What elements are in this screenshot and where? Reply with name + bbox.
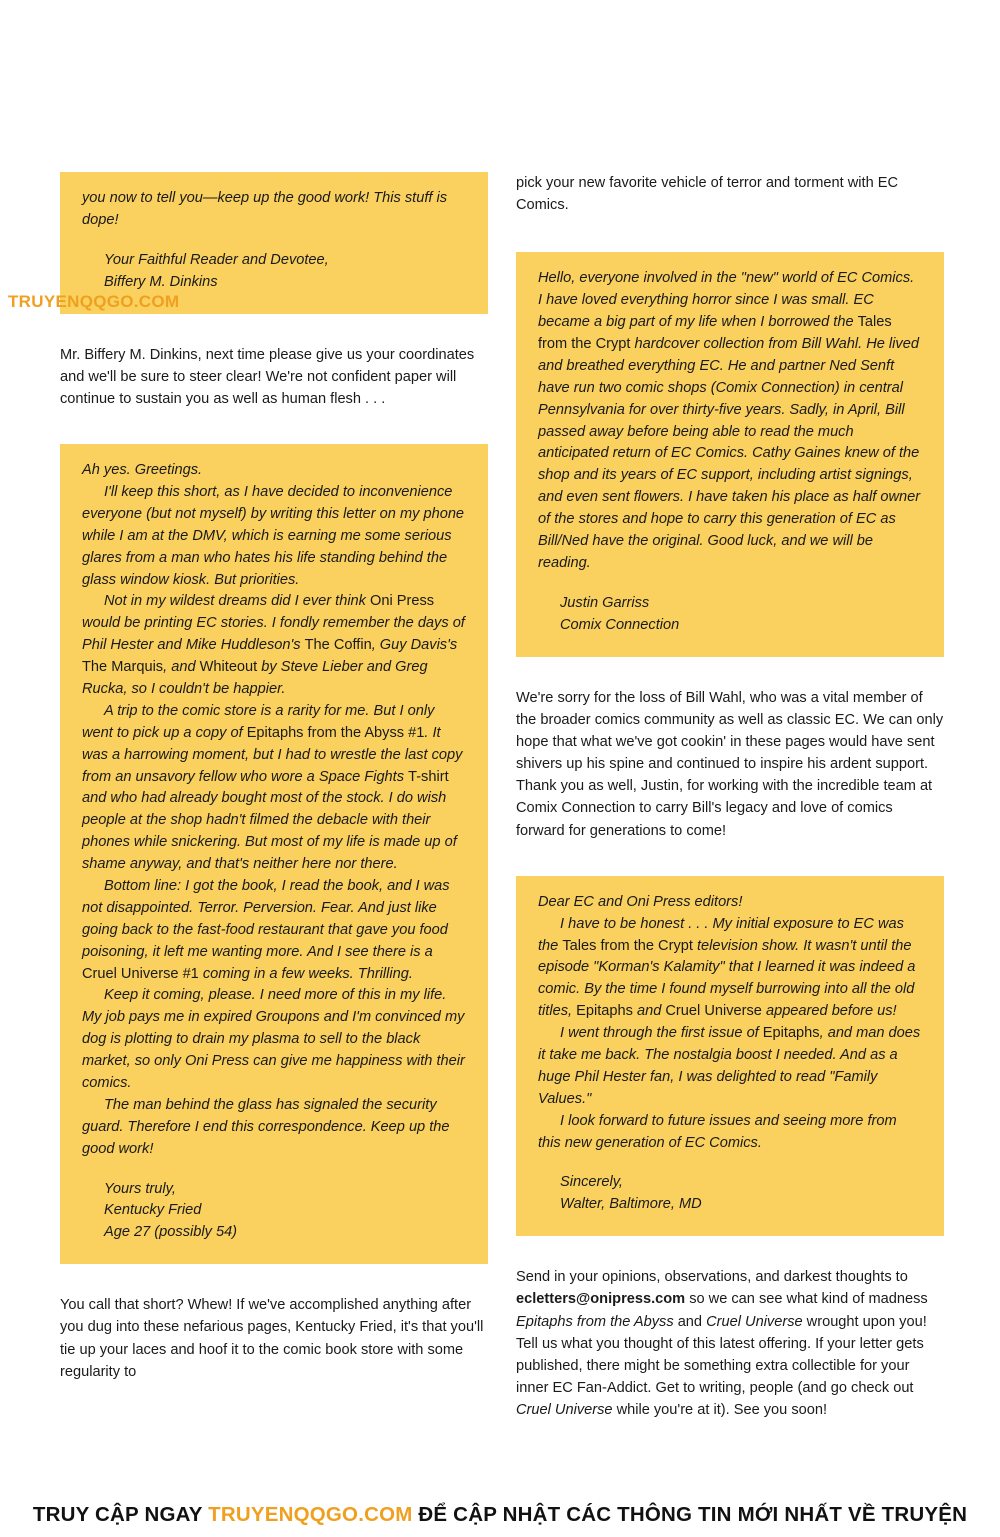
reply-4-cruel-universe-2: Cruel Universe (516, 1402, 613, 1419)
letter-2-signature-line-2: Kentucky Fried (104, 1202, 202, 1219)
letter-4-para-3: I look forward to future issues and seeing more from this new generation of EC Comics. (538, 1112, 897, 1151)
reply-4-h: while you're at it). See you soon! (612, 1402, 828, 1419)
continued-text: pick your new favorite vehicle of terror and torment with EC Comics. (516, 175, 899, 214)
letter-3-signature (538, 593, 922, 637)
reply-4-d: and (673, 1313, 707, 1330)
letter-3-signature-line-2: Comix Connection (560, 616, 680, 633)
letter-justin-garriss (516, 252, 944, 656)
letter-2-para-2 (82, 591, 466, 700)
footer-site[interactable]: TRUYENQQGO.COM (208, 1503, 413, 1526)
letter-4-para-1 (538, 914, 922, 1023)
letter-3-a: Hello, everyone involved in the "new" world of EC Comics. I have loved everything horror since I was small. EC became a big part of my life when I borrowed the (538, 270, 915, 331)
letter-2-greeting: Ah yes. Greetings. (82, 462, 203, 479)
letter-2-p2-a: Not in my wildest dreams did I ever think (104, 593, 371, 610)
letter-2-p3-c: . It was a harrowing moment, but I had to wrestle the last copy from an unsavory fellow who wore a Space Fights (82, 724, 463, 785)
letter-1-signature-line-2: Biffery M. Dinkins (104, 273, 218, 290)
editor-reply-2: You call that short? Whew! If we've accomplished anything after you dug into these nefarious pages, Kentucky Fried, it's that you'll tie up your laces and hoof it to the comic book store with some regularity to (60, 1297, 484, 1380)
two-column-layout (60, 172, 944, 1421)
editor-reply-1: Mr. Biffery M. Dinkins, next time please give us your coordinates and we'll be sure to steer clear! We're not confident paper will continue to sustain you as well as human flesh . . . (60, 346, 475, 407)
letter-2-p4-c: coming in a few weeks. Thrilling. (198, 965, 413, 982)
letter-2-p2-whiteout: Whiteout (199, 659, 258, 676)
letter-4-p1-epitaphs: Epitaphs (576, 1003, 633, 1020)
letter-2-para-3 (82, 701, 466, 876)
letter-2-p3-e: and who had already bought most of the stock. I do wish people at the shop hadn't filmed the debacle with their phones while snickering. But most of my life is made up of shame anyway, and that's neither here nor there. (82, 790, 457, 873)
letter-4-signature (538, 1172, 922, 1216)
footer-after: ĐỂ CẬP NHẬT CÁC THÔNG TIN MỚI NHẤT VỀ TRUYỆN (412, 1503, 968, 1526)
letter-2-signature (82, 1179, 466, 1245)
footer-banner (0, 1493, 1000, 1537)
letter-2-p2-the-marquis: The Marquis (82, 659, 164, 676)
spacer (60, 410, 488, 444)
right-column (516, 172, 944, 1421)
letter-1-signature (82, 250, 466, 294)
letter-kentucky-fried (60, 444, 488, 1264)
letter-3-signature-line-1: Justin Garriss (560, 594, 650, 611)
reply-4-b: so we can see what kind of madness (685, 1291, 928, 1308)
letter-2-signature-line-1: Yours truly, (104, 1180, 176, 1197)
letter-2-para-1: I'll keep this short, as I have decided to inconvenience everyone (but not myself) by writing this letter on my phone while I am at the DMV, which is earning me some serious glares from a man who hates his life standing behind the glass window kiosk. But priorities. (82, 483, 465, 588)
letter-4-p1-e: and (632, 1003, 666, 1020)
letter-4-signature-line-2: Walter, Baltimore, MD (560, 1196, 702, 1213)
letter-4-p1-tales-from-the-crypt: Tales from the Crypt (562, 937, 693, 954)
spacer (60, 1264, 488, 1294)
letter-1-body: you now to tell you—keep up the good work! This stuff is dope! (82, 190, 448, 228)
letter-4-p1-g: appeared before us! (761, 1003, 897, 1020)
letter-4-signature-line-1: Sincerely, (560, 1174, 623, 1191)
letter-3-tales-from-the-crypt: Tales from the Crypt (538, 314, 892, 353)
reply-4-cruel-universe: Cruel Universe (706, 1313, 803, 1330)
footer-before: TRUY CẬP NGAY (32, 1503, 209, 1526)
letter-4-p1-c: television show. It wasn't until the episode "Korman's Kalamity" that I learned it was indeed a comic. By the time I found myself burrowing into all the old titles, (538, 937, 916, 1020)
letter-2-p2-i: by Steve Lieber and Greg Rucka, so I couldn't be happier. (82, 659, 428, 697)
spacer (516, 1236, 944, 1266)
letter-2-p3-tshirt: T-shirt (408, 768, 449, 785)
spacer (60, 314, 488, 344)
ec-letters-email[interactable]: ecletters@onipress.com (516, 1291, 686, 1308)
letter-4-greeting: Dear EC and Oni Press editors! (538, 893, 743, 910)
reply-4-epitaphs: Epitaphs from the Abyss (516, 1313, 674, 1330)
letter-4-p2-c: , and man does it take me back. The nostalgia boost I needed. And as a huge Phil Hester fan, I was delighted to read "Family Values." (538, 1025, 921, 1107)
letter-3-c: hardcover collection from Bill Wahl. He lived and breathed everything EC. He and partner Ned Senft have run two comic shops (Comix Connection) in central Pennsylvania for over thirty-five years. Sadly, in April, Bill passed away before being able to read the much anticipated return of EC Comics. Cathy Gaines knew of the shop and its years of EC support, including artist signings, and even sent flowers. I have taken his place as half owner of the stores and hope to carry this generation of EC as Bill/Ned have the original. Good luck, and we will be reading. (538, 336, 921, 571)
reply-4-f: wrought upon you! Tell us what you thought of this latest offering. If your letter gets published, there might be something extra collectible for your inner EC Fan-Addict. Get to writing, people (and go check out (516, 1313, 927, 1397)
letter-2-p4-cruel-universe: Cruel Universe #1 (82, 965, 199, 982)
letter-4-p1-cruel-universe: Cruel Universe (665, 1003, 762, 1020)
letter-2-para-6: The man behind the glass has signaled the security guard. Therefore I end this correspondence. Keep up the good work! (82, 1096, 450, 1157)
letter-2-para-4 (82, 876, 466, 985)
footer-text (33, 1503, 967, 1527)
left-column (60, 172, 488, 1421)
editor-reply-4 (516, 1266, 944, 1421)
letter-walter-baltimore (516, 876, 944, 1236)
letter-4-p2-epitaphs: Epitaphs (762, 1025, 820, 1042)
reply-4-a: Send in your opinions, observations, and darkest thoughts to (516, 1269, 908, 1286)
watermark-top: TRUYENQQGO.COM (8, 292, 180, 311)
letter-2-p2-the-coffin: The Coffin (304, 637, 372, 654)
editor-reply-3: We're sorry for the loss of Bill Wahl, who was a vital member of the broader comics community as well as classic EC. We can only hope that what we've got cookin' in these pages would have sent shivers up his spine and continued to inspire his ardent support. Thank you as well, Justin, for working with the incredible team at Comix Connection to carry Bill's legacy and love of comics forward for generations to come! (516, 689, 944, 839)
letter-2-signature-line-3: Age 27 (possibly 54) (104, 1224, 238, 1241)
letter-2-p2-e: , Guy Davis's (371, 637, 458, 654)
spacer (516, 842, 944, 876)
letter-4-para-2 (538, 1023, 922, 1111)
letter-1-signature-line-1: Your Faithful Reader and Devotee, (104, 251, 329, 268)
spacer (516, 657, 944, 687)
letter-4-p2-a: I went through the first issue of (560, 1025, 763, 1042)
letter-2-p2-g: , and (163, 659, 200, 676)
letter-2-para-5: Keep it coming, please. I need more of this in my life. My job pays me in expired Groupons and I'm convinced my dog is plotting to drain my plasma to sell to the black market, so only Oni Press can give me happiness with their comics. (82, 987, 465, 1092)
letter-4-p1-a: I have to be honest . . . My initial exposure to EC was the (538, 915, 904, 954)
letter-2-p2-oni-press: Oni Press (370, 593, 435, 610)
letter-2-p4-a: Bottom line: I got the book, I read the book, and I was not disappointed. Terror. Perversion. Fear. And just like going back to the fast-food restaurant that gave you food poisoning, it left me wanting more. And I see there is a (82, 878, 450, 960)
letter-2-p2-c: would be printing EC stories. I fondly remember the days of Phil Hester and Mike Huddleson's (82, 615, 465, 654)
letter-2-p3-epitaphs: Epitaphs from the Abyss #1 (246, 724, 425, 741)
spacer (516, 238, 944, 252)
letter-3-body (538, 268, 922, 574)
letter-2-p3-a: A trip to the comic store is a rarity for me. But I only went to pick up a copy of (82, 702, 435, 741)
